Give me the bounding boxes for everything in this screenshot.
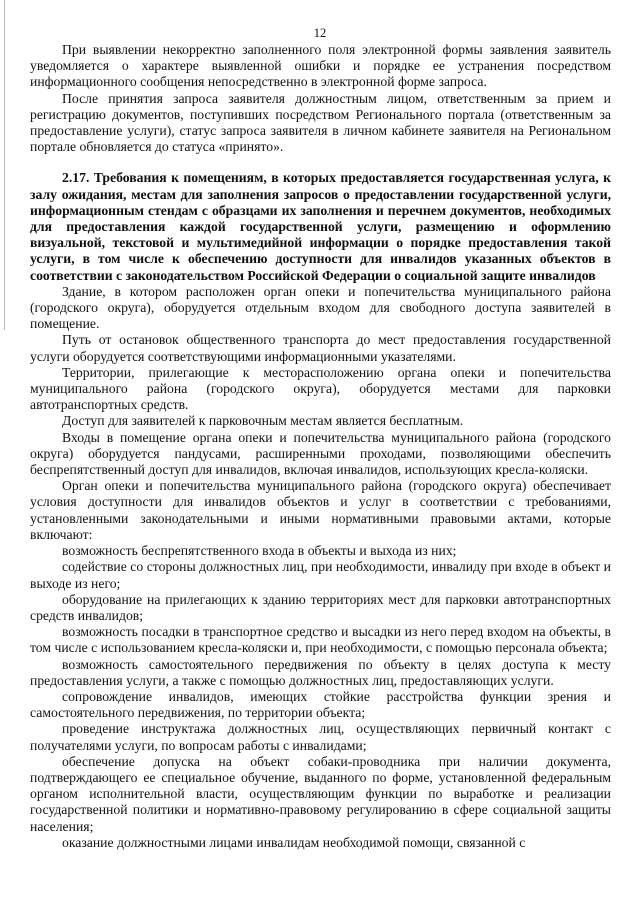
paragraph: Территории, прилегающие к месторасположению органа опеки и попечительства муниципального района (городского округа), оборудуется местами для парковки автотранспортных средств. <box>30 364 611 413</box>
list-item: возможность самостоятельного передвижения по объекту в целях доступа к месту предоставления услуги, а также с помощью должностных лиц, предоставляющих услуги. <box>30 656 611 688</box>
list-item: содействие со стороны должностных лиц, при необходимости, инвалиду при входе в объект и выходе из него; <box>30 559 611 591</box>
page-number: 12 <box>313 26 327 40</box>
list-item: сопровождение инвалидов, имеющих стойкие расстройства функции зрения и самостоятельного передвижения, по территории объекта; <box>30 688 611 721</box>
paragraph: Доступ для заявителей к парковочным местам является бесплатным. <box>62 413 464 429</box>
scan-margin-line <box>4 0 5 330</box>
list-item: возможность беспрепятственного входа в объекты и выхода из них; <box>62 543 457 559</box>
list-item: оказание должностными лицами инвалидам необходимой помощи, связанной с <box>62 834 526 850</box>
list-item: возможность посадки в транспортное средство и высадки из него перед входом на объекты, в том числе с использованием кресла-коляски и, при необходимости, с помощью персонала объекта; <box>30 624 611 656</box>
list-item: обеспечение допуска на объект собаки-проводника при наличии документа, подтверждающего ее специальное обучение, выданного по форме, установленной федеральным органом исполнительной власти, осуществляющим функции по выработке и реализации государственной политики и нормативно-правовому регулированию в сфере социальной защиты населения; <box>30 753 611 834</box>
paragraph: Путь от остановок общественного транспорта до мест предоставления государственной услуги оборудуется соответствующими информационными указателями. <box>30 332 611 364</box>
paragraph: Орган опеки и попечительства муниципального района (городского округа) обеспечивает условия доступности для инвалидов объектов и услуг в соответствии с требованиями, установленными законодательными и иными нормативными правовыми актами, которые включают: <box>30 478 611 542</box>
document-body <box>30 42 611 851</box>
section-heading: 2.17. Требования к помещениям, в которых предоставляется государственная услуга, к залу ожидания, местам для заполнения запросов о предоставлении государственной услуги, информационным стендам с образцами их заполнения и перечнем документов, необходимых для предоставления каждой государственной услуги, размещению и оформлению визуальной, текстовой и мультимедийной информации о порядке предоставления такой услуги, в том числе к обеспечению доступности для инвалидов указанных объектов в соответствии с законодательством Российской Федерации о социальной защите инвалидов <box>30 170 611 283</box>
paragraph: Здание, в котором расположен орган опеки и попечительства муниципального района (городского округа), оборудуется отдельным входом для свободного доступа заявителей в помещение. <box>30 283 611 332</box>
paragraph: После принятия запроса заявителя должностным лицом, ответственным за прием и регистрацию документов, поступивших посредством Регионального портала (ответственным за предоставление услуги), статус запроса заявителя в личном кабинете заявителя на Региональном портале обновляется до статуса «принято». <box>30 90 611 155</box>
paragraph: Входы в помещение органа опеки и попечительства муниципального района (городского округа) оборудуется пандусами, расширенными проходами, позволяющими обеспечить беспрепятственный доступ для инвалидов, включая инвалидов, использующих кресла-коляски. <box>30 429 611 478</box>
list-item: проведение инструктажа должностных лиц, осуществляющих первичный контакт с получателями услуги, по вопросам работы с инвалидами; <box>30 721 611 753</box>
paragraph: При выявлении некорректно заполненного поля электронной формы заявления заявитель уведомляется о характере выявленной ошибки и порядке ее устранения посредством информационного сообщения непосредственно в электронной форме запроса. <box>30 42 611 90</box>
list-item: оборудование на прилегающих к зданию территориях мест для парковки автотранспортных средств инвалидов; <box>30 591 611 623</box>
